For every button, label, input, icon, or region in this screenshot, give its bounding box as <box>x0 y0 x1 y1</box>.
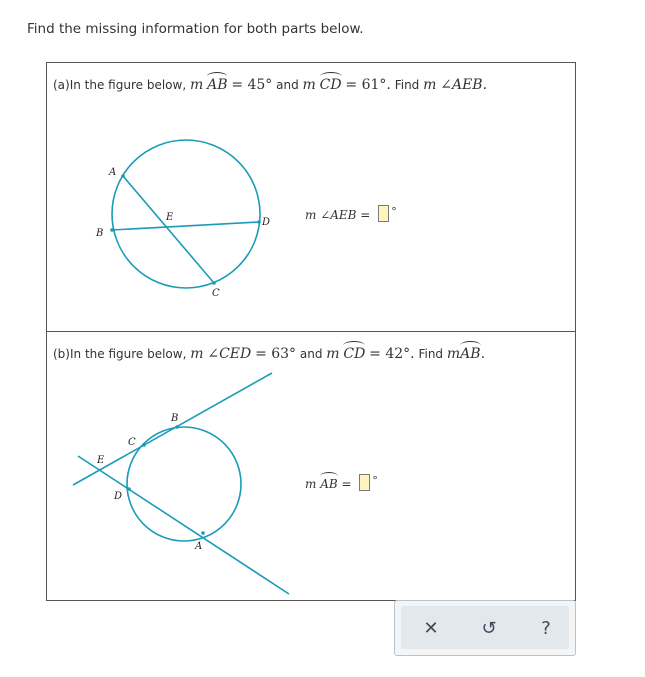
clear-button[interactable] <box>419 616 443 640</box>
arc-ab-target: AB <box>460 346 481 362</box>
arc-cd-notation-b: CD <box>343 346 366 362</box>
secant-ea <box>78 456 289 594</box>
help-icon: ? <box>541 617 551 639</box>
answer-b-arc-label: AB <box>320 477 338 491</box>
undo-button[interactable] <box>477 616 501 640</box>
answer-a-label: m ∠AEB = <box>305 208 371 222</box>
part-b-figure <box>47 332 577 602</box>
chord-ac <box>123 176 214 283</box>
label-b-pt: B <box>171 413 179 424</box>
part-a-answer: m ∠AEB = ° <box>305 205 397 222</box>
arc-cd-notation: CD <box>319 77 342 93</box>
secant-eb <box>73 373 272 485</box>
label-a-pt: A <box>195 541 203 552</box>
label-e: E <box>166 212 174 223</box>
part-b-panel <box>46 331 576 601</box>
undo-icon: ↺ <box>481 617 497 639</box>
instruction-text: Find the missing information for both parts below. <box>27 21 364 37</box>
close-icon: ✕ <box>423 617 439 639</box>
circle-a <box>112 140 260 288</box>
label-d: D <box>262 217 271 228</box>
arc-ab-notation: AB <box>207 77 228 93</box>
answer-b-input[interactable] <box>359 474 370 491</box>
part-a-prompt: (a)In the figure below, m AB = 45° and m CD = 61°. Find m ∠AEB. <box>53 77 488 93</box>
answer-a-input[interactable] <box>378 205 389 222</box>
label-b: B <box>96 228 104 239</box>
help-button[interactable] <box>534 616 558 640</box>
label-c-pt: C <box>128 437 136 448</box>
label-d-pt: D <box>114 491 123 502</box>
part-b-answer: m AB = ° <box>305 474 378 491</box>
label-c: C <box>212 288 220 299</box>
chord-bd <box>112 222 259 230</box>
part-a-panel <box>46 62 576 332</box>
part-b-prompt: (b)In the figure below, m ∠CED = 63° and m CD = 42°. Find mAB. <box>53 346 486 362</box>
label-a: A <box>109 167 117 178</box>
answer-toolbar <box>394 600 576 656</box>
part-a-figure <box>47 63 577 333</box>
label-e-pt: E <box>97 455 105 466</box>
